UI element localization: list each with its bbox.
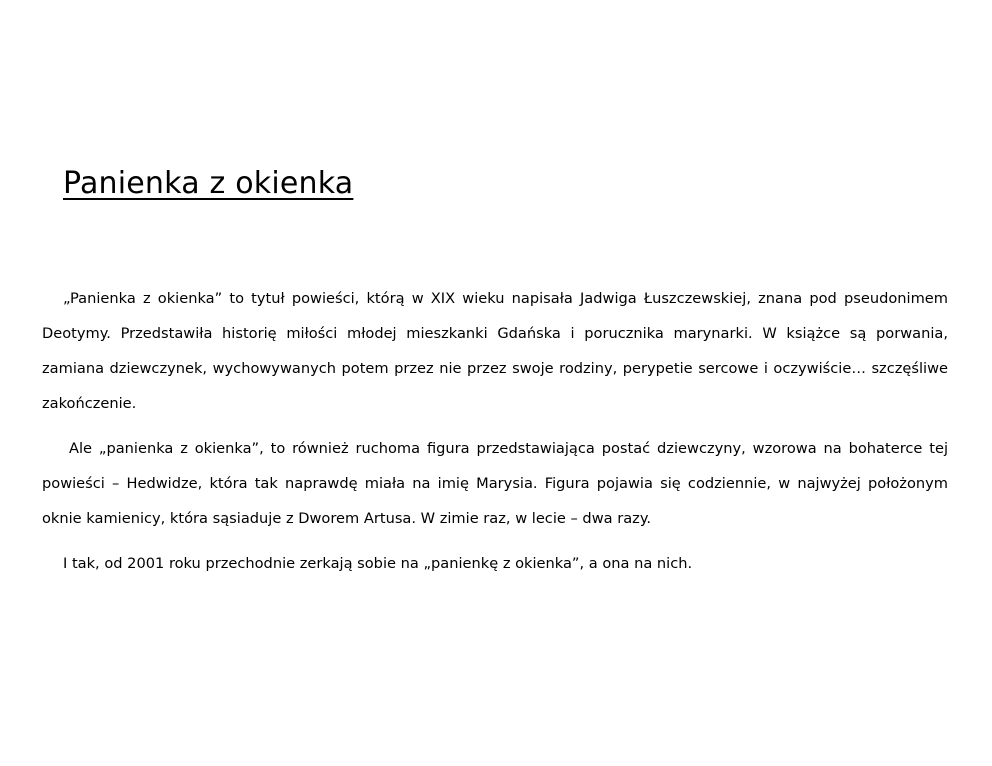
paragraph-1: „Panienka z okienka” to tytuł powieści, którą w XIX wieku napisała Jadwiga Łuszczewskiej, znana pod pseudonimem Deotymy. Przedstawiła historię miłości młodej mieszkanki Gdańska i porucznika marynarki. W książce są porwania, zamiana dziewczynek, wychowywanych potem przez nie przez swoje rodziny, perypetie sercowe i oczywiście… szczęśliwe zakończenie. xyxy=(42,290,948,412)
document-body xyxy=(42,281,948,581)
document-title: Panienka z okienka xyxy=(63,166,354,201)
paragraph-2: Ale „panienka z okienka”, to również ruchoma figura przedstawiająca postać dziewczyny, wzorowa na bohaterce tej powieści – Hedwidze, która tak naprawdę miała na imię Marysia. Figura pojawia się codziennie, w najwyżej położonym oknie kamienicy, która sąsiaduje z Dworem Artusa. W zimie raz, w lecie – dwa razy. xyxy=(42,440,948,527)
paragraph-3: I tak, od 2001 roku przechodnie zerkają sobie na „panienkę z okienka”, a ona na nich. xyxy=(63,555,693,572)
